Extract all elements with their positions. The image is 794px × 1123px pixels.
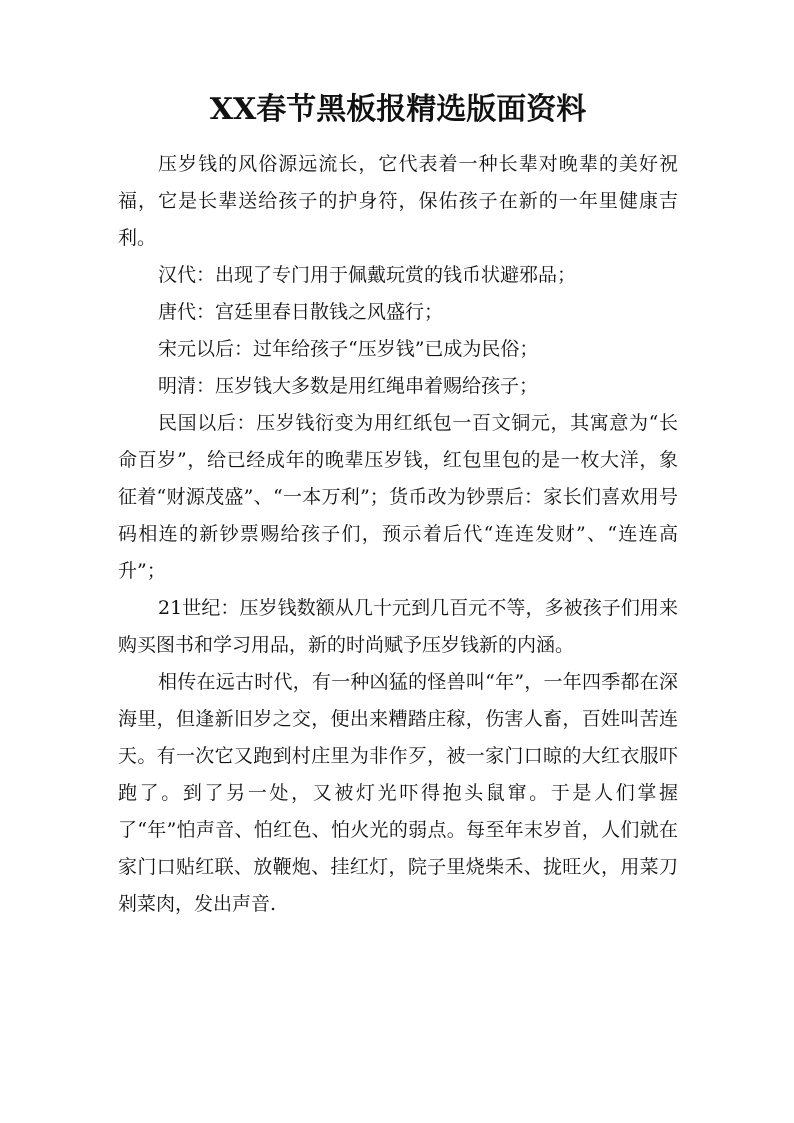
document-title: XX春节黑板报精选版面资料	[209, 92, 587, 127]
paragraph-intro: 压岁钱的风俗源远流长，它代表着一种长辈对晚辈的美好祝福，它是长辈送给孩子的护身符，保佑孩子在新的一年里健康吉利。	[118, 153, 678, 249]
paragraph-nian-legend: 相传在远古时代，有一种凶猛的怪兽叫“年”，一年四季都在深海里，但逢新旧岁之交，便出来糟踏庄稼，伤害人畜，百姓叫苦连天。有一次它又跑到村庄里为非作歹，被一家门口晾的大红衣服吓跑了。到了另一处，又被灯光吓得抱头鼠窜。于是人们掌握了“年”怕声音、怕红色、怕火光的弱点。每至年末岁首，人们就在家门口贴红联、放鞭炮、挂红灯，院子里烧柴禾、拢旺火，用菜刀剁菜肉，发出声音.	[118, 671, 678, 915]
paragraph-21st-century: 21世纪：压岁钱数额从几十元到几百元不等，多被孩子们用来购买图书和学习用品，新的时尚赋予压岁钱新的内涵。	[118, 597, 678, 656]
paragraph-han-dynasty: 汉代：出现了专门用于佩戴玩赏的钱币状避邪品；	[158, 264, 577, 286]
paragraph-song-yuan: 宋元以后：过年给孩子“压岁钱”已成为民俗；	[158, 338, 539, 360]
paragraph-tang-dynasty: 唐代：宫廷里春日散钱之风盛行；	[158, 301, 444, 323]
paragraph-ming-qing: 明清：压岁钱大多数是用红绳串着赐给孩子；	[158, 375, 539, 397]
paragraph-republic-era: 民国以后：压岁钱衍变为用红纸包一百文铜元，其寓意为“长命百岁”，给已经成年的晚辈压岁钱，红包里包的是一枚大洋，象征着“财源茂盛”、“一本万利”；货币改为钞票后：家长们喜欢用号码相连的新钞票赐给孩子们，预示着后代“连连发财”、“连连高升”；	[118, 412, 678, 582]
document-page	[118, 92, 678, 923]
